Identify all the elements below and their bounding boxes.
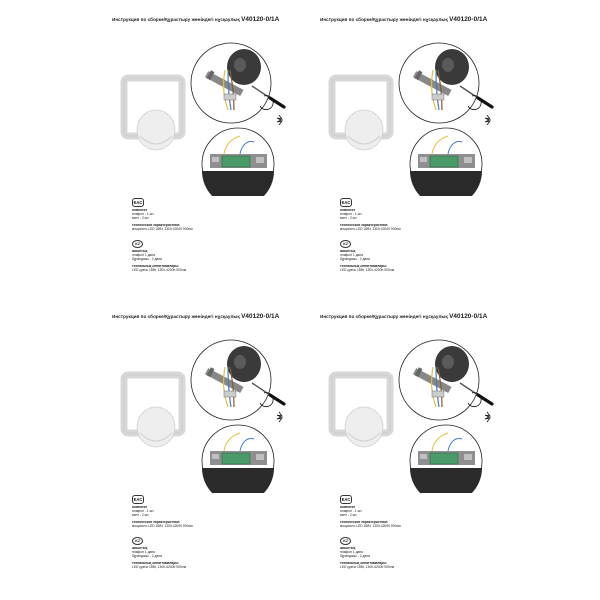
kz-kit-heading: жиынтық: [340, 249, 356, 253]
ru-spec-heading: технические характеристики:: [340, 223, 389, 227]
kz-kit-item: плафон 1 дана: [340, 550, 363, 554]
instruction-title: [112, 313, 312, 320]
instruction-panel: [320, 16, 520, 276]
kz-mark-icon: KZ: [340, 537, 351, 545]
ru-kit-heading: комплект: [132, 208, 148, 212]
ru-spec-heading: технические характеристики:: [340, 520, 389, 524]
kz-kit-item: бұрандасы - 2 дана: [340, 554, 370, 558]
ru-kit-item: плафон - 1 шт.: [132, 212, 155, 216]
title-prefix: Инструкция по сборке/Құрастыру жөніндегі нұсқаулық: [320, 314, 448, 319]
kz-kit-heading: жиынтық: [132, 546, 148, 550]
mounting-diagram: [191, 340, 284, 422]
kz-kit-heading: жиынтық: [132, 249, 148, 253]
ru-kit-item: винт - 2 шт.: [132, 216, 150, 220]
kz-spec-line: LED қуаты 15Вт, 1300-4200К 900лм: [340, 268, 394, 272]
ru-spec-line: мощность LED 15Вт, 1300-4200К 900лм: [132, 227, 193, 231]
title-prefix: Инструкция по сборке/Құрастыру жөніндегі нұсқаулық: [112, 17, 240, 22]
model-number: V40120-0/1A: [241, 313, 280, 320]
instruction-panel: [320, 313, 520, 573]
kz-spec-heading: техникалық сипаттамалары:: [340, 561, 388, 565]
driver-box-illustration: [410, 128, 482, 196]
kz-spec-line: LED қуаты 15Вт, 1300-4200К 900лм: [132, 268, 186, 272]
instruction-title: [112, 16, 312, 23]
model-number: V40120-0/1A: [449, 313, 488, 320]
kz-kit-item: бұрандасы - 2 дана: [340, 257, 370, 261]
ru-spec-heading: технические характеристики:: [132, 223, 181, 227]
kz-spec-heading: техникалық сипаттамалары:: [132, 561, 180, 565]
illustration: [112, 323, 312, 493]
ru-spec-line: мощность LED 15Вт, 1300-4200К 900лм: [340, 524, 401, 528]
driver-box-illustration: [410, 425, 482, 493]
ru-kit-item: плафон - 1 шт.: [340, 509, 363, 513]
illustration: [320, 323, 520, 493]
instruction-panel: [112, 313, 312, 573]
kz-spec-heading: техникалық сипаттамалары:: [340, 264, 388, 268]
mounting-diagram: [399, 43, 492, 125]
model-number: V40120-0/1A: [241, 16, 280, 23]
kz-mark-icon: KZ: [132, 240, 143, 248]
kz-spec-line: LED қуаты 15Вт, 1300-4200К 900лм: [340, 565, 394, 569]
kz-kit-item: плафон 1 дана: [132, 253, 155, 257]
instruction-title: [320, 313, 520, 320]
driver-box-illustration: [202, 425, 274, 493]
title-prefix: Инструкция по сборке/Құрастыру жөніндегі нұсқаулық: [320, 17, 448, 22]
ru-spec-heading: технические характеристики:: [132, 520, 181, 524]
eac-mark-icon: EAC: [133, 497, 143, 502]
lamp-illustration: [332, 375, 390, 447]
kz-spec-line: LED қуаты 15Вт, 1300-4200К 900лм: [132, 565, 186, 569]
ru-kit-item: винт - 2 шт.: [340, 216, 358, 220]
ru-kit-heading: комплект: [132, 505, 148, 509]
lamp-illustration: [124, 78, 182, 150]
eac-mark-icon: EAC: [341, 200, 351, 205]
kz-mark-icon: KZ: [132, 537, 143, 545]
ru-spec-line: мощность LED 15Вт, 1300-4200К 900лм: [132, 524, 193, 528]
mounting-diagram: [191, 43, 284, 125]
model-number: V40120-0/1A: [449, 16, 488, 23]
lamp-illustration: [332, 78, 390, 150]
illustration: [320, 26, 520, 196]
ru-kit-heading: комплект: [340, 208, 356, 212]
ru-spec-line: мощность LED 15Вт, 1300-4200К 900лм: [340, 227, 401, 231]
eac-mark-icon: EAC: [341, 497, 351, 502]
kz-kit-item: плафон 1 дана: [132, 550, 155, 554]
eac-mark-icon: EAC: [133, 200, 143, 205]
kz-kit-heading: жиынтық: [340, 546, 356, 550]
ru-kit-heading: комплект: [340, 505, 356, 509]
kz-kit-item: бұрандасы - 2 дана: [132, 554, 162, 558]
instruction-panel: [112, 16, 312, 276]
kz-mark-icon: KZ: [340, 240, 351, 248]
driver-box-illustration: [202, 128, 274, 196]
title-prefix: Инструкция по сборке/Құрастыру жөніндегі нұсқаулық: [112, 314, 240, 319]
kz-spec-heading: техникалық сипаттамалары:: [132, 264, 180, 268]
ru-kit-item: плафон - 1 шт.: [132, 509, 155, 513]
illustration: [112, 26, 312, 196]
kz-kit-item: плафон 1 дана: [340, 253, 363, 257]
mounting-diagram: [399, 340, 492, 422]
ru-kit-item: винт - 2 шт.: [132, 513, 150, 517]
lamp-illustration: [124, 375, 182, 447]
ru-kit-item: винт - 2 шт.: [340, 513, 358, 517]
ru-kit-item: плафон - 1 шт.: [340, 212, 363, 216]
instruction-title: [320, 16, 520, 23]
kz-kit-item: бұрандасы - 2 дана: [132, 257, 162, 261]
